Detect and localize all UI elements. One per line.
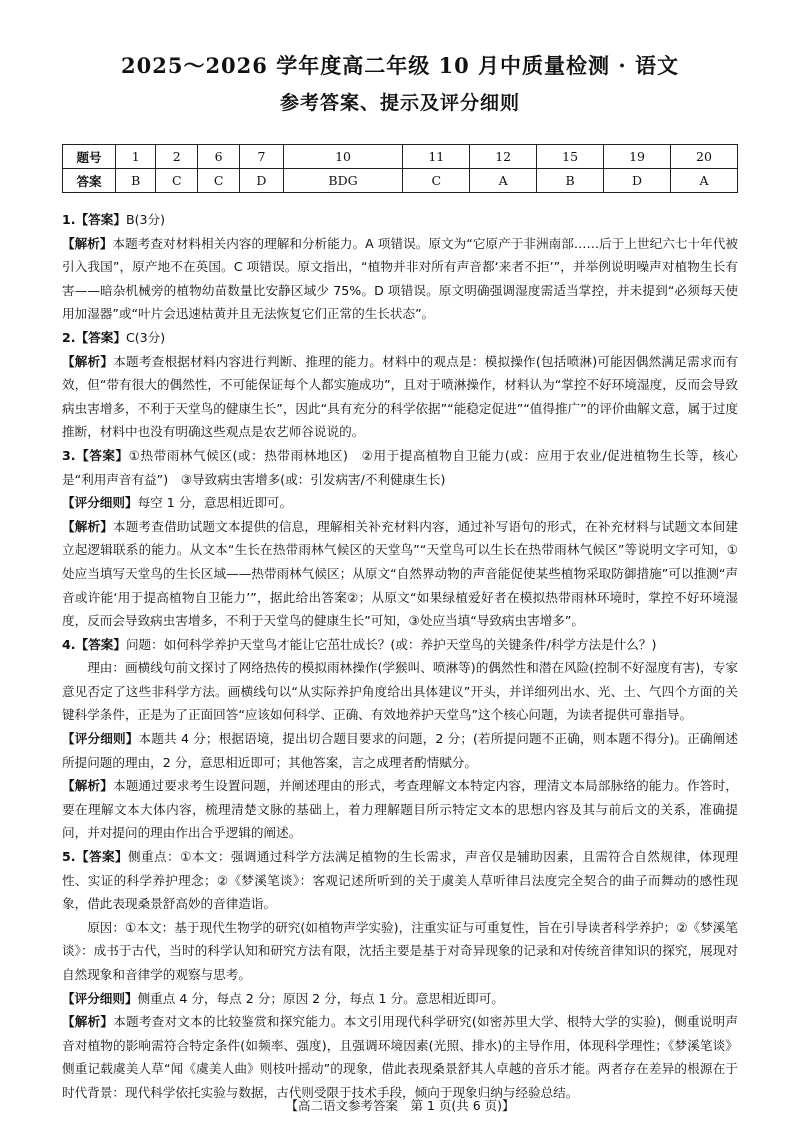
- answer-cell: B: [116, 169, 156, 193]
- question-number-cell: 10: [283, 145, 403, 169]
- question-number-cell: 12: [470, 145, 537, 169]
- item-tag: 【解析】: [62, 1014, 114, 1030]
- item-text: 每空 1 分，意思相近即可。: [137, 495, 293, 511]
- item-text: 本题考查对文本的比较鉴赏和探究能力。本文引用现代科学研究(如密苏里大学、根特大学的实验)，侧重说明声音对植物的影响需符合特定条件(如频率、强度)，且强调环境因素(光照、排水)的主导作用，体现科学理性；《梦溪笔谈》侧重记载虞美人草“闻《虞美人曲》则枝叶摇动”的现象，借此表现桑景舒其人卓越的音乐才能。两者存在差异的根源在于时代背景：现代科学依托实验与数据，古代则受限于技术手段，倾向于现象归纳与经验总结。: [62, 1014, 739, 1100]
- item-tag: 4.【答案】: [62, 636, 126, 652]
- question-number-cell: 20: [671, 145, 738, 169]
- paragraph: [62, 656, 738, 727]
- question-row-label: 题号: [63, 145, 116, 169]
- item-tag: 3.【答案】: [62, 447, 129, 463]
- page-footer: 【高二语文参考答案 第 1 页(共 6 页)】: [285, 1098, 515, 1113]
- answer-explanations: [62, 208, 738, 1105]
- paragraph: [62, 916, 738, 987]
- paragraph: [62, 727, 738, 774]
- item-text: 侧重点：①本文：强调通过科学方法满足植物的生长需求，声音仅是辅助因素，且需符合自然规律，体现理性、实证的科学养护理念；②《梦溪笔谈》：客观记述所听到的关于虞美人草听律吕法度完全契合的曲子而舞动的感性现象，借此表现桑景舒高妙的音律造诣。: [62, 849, 738, 912]
- item-tag: 2.【答案】: [62, 329, 126, 345]
- paragraph: [62, 326, 738, 350]
- question-number-cell: 11: [403, 145, 470, 169]
- item-text: 问题：如何科学养护天堂鸟才能让它茁壮成长？(或：养护天堂鸟的关键条件/科学方法是什么？): [125, 636, 657, 652]
- paragraph: [62, 208, 738, 232]
- answer-cell: BDG: [283, 169, 403, 193]
- item-tag: 【评分细则】: [62, 990, 138, 1006]
- item-text: C(3分): [125, 329, 166, 345]
- answer-cell: D: [604, 169, 671, 193]
- paragraph: [62, 633, 738, 657]
- item-tag: 1.【答案】: [62, 212, 126, 227]
- item-text: 原因：①本文：基于现代生物学的研究(如植物声学实验)，注重实证与可重复性，旨在引导读者科学养护；②《梦溪笔谈》：成书于古代，当时的科学认知和研究方法有限，沈括主要是基于对奇异现象的记录和对传统音律知识的探究，展现对自然现象和音律学的观察与思考。: [62, 919, 738, 982]
- item-text: 理由：画横线句前文探讨了网络热传的模拟雨林操作(学猴叫、喷淋等)的偶然性和潜在风险(控制不好湿度有害)，专家意见否定了这些非科学方法。画横线句以“从实际养护角度给出具体建议”开头，并详细列出水、光、土、气四个方面的关键科学条件，正是为了正面回答“应该如何科学、正确、有效地养护天堂鸟”这个核心问题，为读者提供可靠指导。: [62, 660, 738, 723]
- answer-row-label: 答案: [63, 169, 116, 193]
- answer-cell: C: [156, 169, 198, 193]
- answer-cell: B: [537, 169, 604, 193]
- page-subtitle: 参考答案、提示及评分细则: [279, 92, 520, 114]
- paragraph: [62, 232, 738, 326]
- paragraph: [62, 774, 738, 845]
- page-title: 2025～2026 学年度高二年级 10 月中质量检测 · 语文: [121, 53, 679, 78]
- paragraph: [62, 1010, 738, 1104]
- answer-cell: A: [671, 169, 738, 193]
- answer-cell: A: [470, 169, 537, 193]
- paragraph: [62, 491, 738, 515]
- item-text: ①热带雨林气候区(或：热带雨林地区) ②用于提高植物自卫能力(或：应用于农业/促进植物生长等，核心是“利用声音有益”) ③导致病虫害增多(或：引发病害/不利健康生长): [62, 447, 738, 487]
- item-text: 本题共 4 分；根据语境，提出切合题目要求的问题，2 分；(若所提问题不正确，则本题不得分)。正确阐述所提问题的理由，2 分，意思相近即可；其他答案，言之成理者酌情赋分。: [62, 731, 738, 770]
- item-text: B(3分): [125, 212, 166, 227]
- item-text: 本题通过要求考生设置问题，并阐述理由的形式，考查理解文本特定内容，理清文本局部脉络的能力。作答时，要在理解文本大体内容，梳理清楚文脉的基础上，着力理解题目所示特定文本的思想内容及其与前后文的关系，准确提问，并对提问的理由作出合乎逻辑的阐述。: [62, 778, 738, 841]
- paragraph: [62, 515, 738, 633]
- answer-row: [63, 169, 738, 193]
- question-number-cell: 1: [116, 145, 156, 169]
- paragraph: [62, 987, 738, 1011]
- question-number-cell: 6: [198, 145, 240, 169]
- item-text: 本题考查借助试题文本提供的信息，理解相关补充材料内容，通过补写语句的形式，在补充材料与试题文本间建立起逻辑联系的能力。从文本“生长在热带雨林气候区的天堂鸟”“天堂鸟可以生长在热带雨林气候区”等说明文字可知，①处应当填写天堂鸟的生长区域——热带雨林气候区；从原文“自然界动物的声音能促使某些植物采取防御措施”可以推测“声音或许能‘用于提高植物自卫能力’”，据此给出答案②；从原文“如果绿植爱好者在模拟热带雨林环境时，掌控不好环境湿度，反而会导致病虫害增多，不利于天堂鸟的健康生长”可知，③处应当填“导致病虫害增多”。: [62, 518, 738, 629]
- paragraph: [62, 444, 738, 491]
- item-tag: 【解析】: [62, 353, 114, 369]
- item-tag: 【解析】: [62, 778, 114, 794]
- item-tag: 【评分细则】: [62, 495, 138, 511]
- item-text: 侧重点 4 分，每点 2 分；原因 2 分，每点 1 分。意思相近即可。: [137, 990, 504, 1006]
- item-tag: 【评分细则】: [62, 731, 139, 747]
- item-tag: 【解析】: [62, 518, 114, 534]
- item-tag: 5.【答案】: [62, 849, 129, 865]
- question-number-cell: 7: [240, 145, 284, 169]
- paragraph: [62, 350, 738, 444]
- question-number-row: [63, 145, 738, 169]
- question-number-cell: 15: [537, 145, 604, 169]
- item-text: 本题考查根据材料内容进行判断、推理的能力。材料中的观点是：模拟操作(包括喷淋)可能因偶然满足需求而有效，但“带有很大的偶然性，不可能保证每个人都实施成功”，且对于喷淋操作，材料认为“掌控不好环境湿度，反而会导致病虫害增多，不利于天堂鸟的健康生长”，因此“具有充分的科学依据”“能稳定促进”“值得推广”的评价曲解文意，属于过度推断，材料中也没有明确这些观点是农艺师谷说说的。: [62, 353, 739, 440]
- question-number-cell: 2: [156, 145, 198, 169]
- answer-cell: C: [403, 169, 470, 193]
- question-number-cell: 19: [604, 145, 671, 169]
- item-text: 本题考查对材料相关内容的理解和分析能力。A 项错误。原文为“它原产于非洲南部……后于上世纪六七十年代被引入我国”，原产地不在英国。C 项错误。原文指出，“植物并非对所有声音都‘来者不拒’”，并举例说明噪声对植物生长有害——暗杂机械旁的植物幼苗数量比安静区域少 75%。D 项错误。原文明确强调湿度需适当掌控，并未提到“必须每天使用加湿器”或“叶片会迅速枯黄并且无法恢复它们正常的生长状态”。: [62, 235, 738, 322]
- item-tag: 【解析】: [62, 235, 113, 251]
- answer-cell: C: [198, 169, 240, 193]
- paragraph: [62, 845, 738, 916]
- answer-cell: D: [240, 169, 284, 193]
- answer-table: [62, 144, 738, 193]
